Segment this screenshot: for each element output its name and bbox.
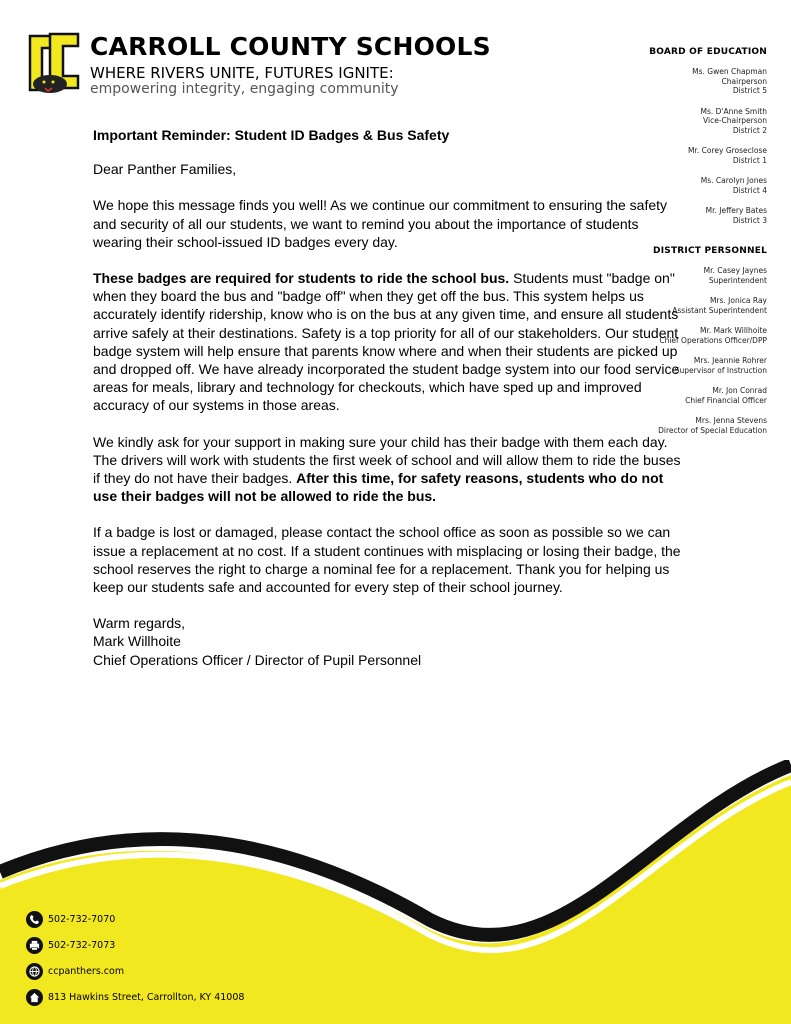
phone-number[interactable]: 502-732-7070 [48, 913, 116, 925]
letter-paragraph-3: We kindly ask for your support in making sure your child has their badge with them each day. The drivers will work with students the first week of school and will allow them to ride the buses if they do not have their badges. After this time, for safety reasons, students who do not use their badges will not be allowed to ride the bus. [93, 433, 681, 505]
website-link[interactable]: ccpanthers.com [48, 965, 125, 977]
bus-requirement-text: These badges are required for students to ride the school bus. [93, 270, 510, 287]
board-member: Mr. Corey Groseclose District 1 [688, 146, 767, 165]
board-heading: BOARD OF EDUCATION [649, 47, 767, 57]
safety-warning-text: After this time, for safety reasons, students who do not use their badges will not be allowed to ride the bus. [93, 470, 664, 505]
personnel-heading: DISTRICT PERSONNEL [653, 246, 767, 256]
board-member: Ms. Gwen Chapman Chairperson District 5 [692, 67, 767, 95]
signer-name: Mark Willhoite [93, 633, 181, 650]
website-contact [26, 962, 244, 980]
address-contact [26, 988, 244, 1006]
personnel-member: Mr. Casey Jaynes Superintendent [703, 266, 767, 285]
letter-body [93, 126, 683, 669]
address: 813 Hawkins Street, Carrollton, KY 41008 [48, 991, 245, 1003]
letter-paragraph-2: These badges are required for students to ride the school bus. Students must "badge on" when they board the bus and "badge off" when they get off the bus. This system helps us accurately identify ridership, know who is on the bus at any given time, and ensure all students arrive safely at their destinations. Safety is a top priority for all of our stakeholders. Our student badge system will help ensure that parents know where and when their students are picked up and dropped off. We have already incorporated the student badge system into our food service areas for meals, library and technology for checkouts, which have sped up and improved accuracy of our systems in those areas. [93, 270, 680, 414]
tagline: WHERE RIVERS UNITE, FUTURES IGNITE: [90, 64, 394, 82]
signer-title: Chief Operations Officer / Director of Pupil Personnel [93, 651, 422, 668]
phone-icon [26, 911, 43, 928]
subtagline: empowering integrity, engaging community [90, 81, 399, 97]
fax-number[interactable]: 502-732-7073 [48, 939, 116, 951]
letter-greeting: Dear Panther Families, [93, 161, 237, 178]
personnel-member: Mrs. Jeannie Rohrer Supervisor of Instruction [674, 356, 767, 375]
letter-paragraph-1: We hope this message finds you well! As we continue our commitment to ensuring the safety and security of all our students, we want to remind you about the importance of students wearing their school-issued ID badges every day. [93, 197, 668, 250]
signature-block [93, 614, 683, 669]
letter-paragraph-4: If a badge is lost or damaged, please contact the school office as soon as possible so we can issue a replacement at no cost. If a student continues with misplacing or losing their badge, the school reserves the right to charge a nominal fee for a replacement. Thank you for helping us keep our students safe and accounted for every step of their school journey. [93, 524, 681, 596]
globe-icon [26, 963, 43, 980]
letter-subject: Important Reminder: Student ID Badges & Bus Safety [93, 127, 450, 143]
board-member: Ms. Carolyn Jones District 4 [700, 176, 767, 195]
fax-contact [26, 936, 244, 954]
fax-icon [26, 937, 43, 954]
board-member: Mr. Jeffery Bates District 3 [705, 206, 767, 225]
closing: Warm regards, [93, 615, 186, 632]
phone-contact [26, 910, 244, 928]
personnel-member: Mr. Jon Conrad Chief Financial Officer [685, 386, 767, 405]
personnel-member: Mrs. Jenna Stevens Director of Special Education [658, 416, 767, 435]
district-logo [26, 30, 82, 98]
contact-info [26, 910, 244, 1014]
personnel-member: Mrs. Jonica Ray Assistant Superintendent [672, 296, 767, 315]
personnel-member: Mr. Mark Willhoite Chief Operations Officer/DPP [659, 326, 767, 345]
org-name: CARROLL COUNTY SCHOOLS [90, 32, 491, 61]
home-icon [26, 989, 43, 1006]
board-member: Ms. D'Anne Smith Vice-Chairperson District 2 [700, 106, 767, 135]
